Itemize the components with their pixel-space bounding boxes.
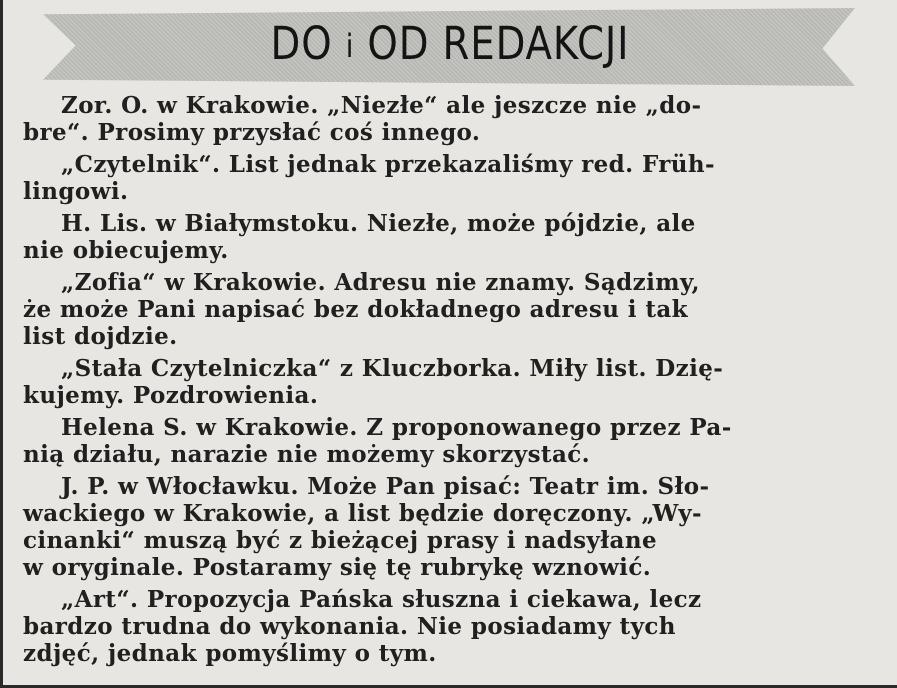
entry-line: J. P. w Włocławku. Może Pan pisać: Teatr im. Sło- (61, 473, 710, 500)
title-part-od-redakcji: OD REDAKCJI (367, 17, 630, 70)
entry-line: kujemy. Pozdrowienia. (23, 382, 319, 409)
entry-line: list dojdzie. (23, 323, 178, 350)
page-title (66, 14, 835, 76)
entry-line: że może Pani napisać bez dokładnego adresu i tak (23, 296, 689, 323)
entry-line: „Art“. Propozycja Pańska słuszna i ciekawa, lecz (61, 586, 702, 613)
entry-line: wackiego w Krakowie, a list będzie doręczony. „Wy- (23, 500, 702, 527)
title-part-i: i (345, 27, 355, 65)
list-item (23, 151, 855, 205)
entry-line: cinanki“ muszą być z bieżącej prasy i nadsyłane (23, 527, 657, 554)
list-item (23, 414, 855, 468)
entry-line: nie obiecujemy. (23, 237, 229, 264)
entry-line: lingowi. (23, 178, 129, 205)
entry-line: H. Lis. w Białymstoku. Niezłe, może pójdzie, ale (61, 210, 696, 237)
entry-line: zdjęć, jednak pomyślimy o tym. (23, 640, 437, 667)
list-item (23, 92, 855, 146)
list-item (23, 210, 855, 264)
list-item (23, 269, 855, 350)
entry-line: nią działu, narazie nie możemy skorzystać. (23, 441, 591, 468)
entry-line: „Stała Czytelniczka“ z Kluczborka. Miły list. Dzię- (61, 355, 724, 382)
entry-line: Zor. O. w Krakowie. „Niezłe“ ale jeszcze nie „do- (61, 92, 702, 119)
entry-line: „Czytelnik“. List jednak przekazaliśmy red. Früh- (61, 151, 715, 178)
entry-line: bardzo trudna do wykonania. Nie posiadamy tych (23, 613, 676, 640)
entry-line: bre“. Prosimy przysłać coś innego. (23, 119, 481, 146)
entry-line: Helena S. w Krakowie. Z proponowanego przez Pa- (61, 414, 732, 441)
list-item (23, 355, 855, 409)
title-part-do: DO (270, 17, 333, 70)
list-item (23, 473, 855, 581)
list-item (23, 586, 855, 667)
letters-list (23, 92, 855, 672)
entry-line: w oryginale. Postaramy się tę rubrykę wznowić. (23, 554, 652, 581)
entry-line: „Zofia“ w Krakowie. Adresu nie znamy. Sądzimy, (61, 269, 700, 296)
